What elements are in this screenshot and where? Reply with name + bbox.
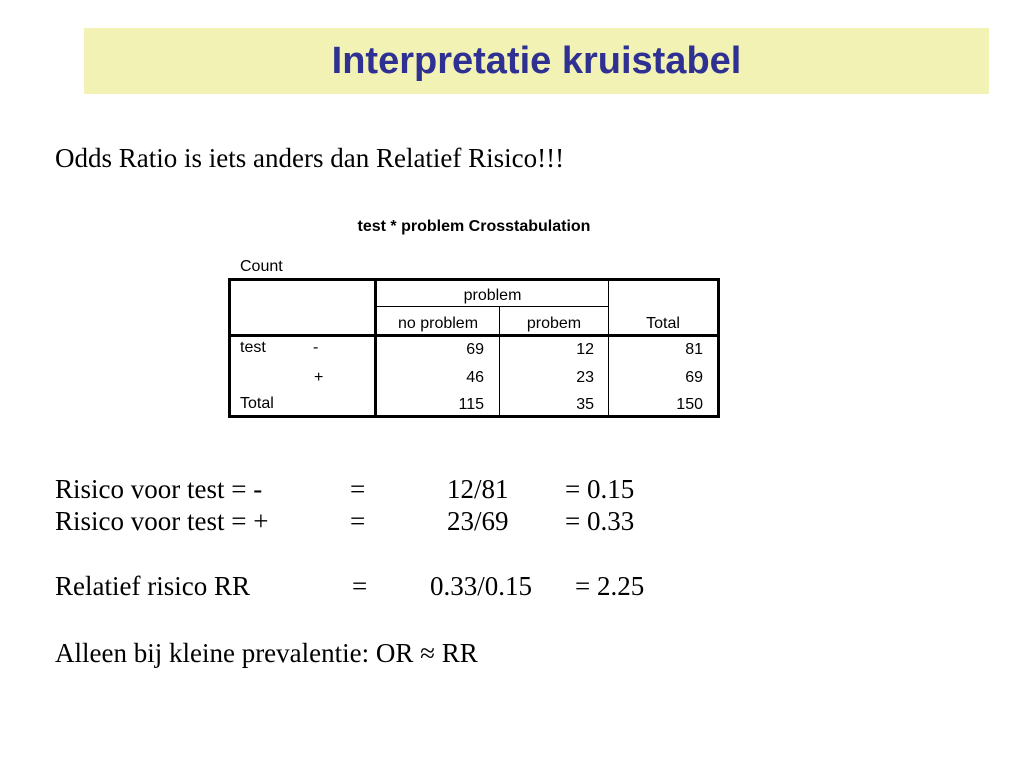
cell-plus-total: 69 [685,369,703,386]
row-sign-plus: + [314,369,324,386]
cell-total-no-problem: 115 [458,396,484,413]
formula-expression: 12/81 [447,474,509,504]
formula-risk-plus [55,505,755,537]
cell-minus-total: 81 [685,341,703,358]
formula-label: Risico voor test = - [55,474,263,504]
cell-total-total: 150 [676,396,703,413]
row-label-test: test [240,339,266,356]
cell-minus-probem: 12 [576,341,594,358]
formula-equals: = [350,474,366,504]
problem-header-underline [376,306,608,307]
formula-expression: 23/69 [447,506,509,536]
col-header-no-problem: no problem [397,315,479,332]
cell-minus-no-problem: 69 [466,341,484,358]
formula-label: Risico voor test = + [55,506,269,536]
crosstab-count-label: Count [240,258,283,275]
intro-text: Odds Ratio is iets anders dan Relatief Risico!!! [55,143,565,173]
formula-result: = 2.25 [575,571,645,601]
row-label-total: Total [240,395,274,412]
slide-title: Interpretatie kruistabel [331,39,742,82]
cell-plus-no-problem: 46 [466,369,484,386]
cell-plus-probem: 23 [576,369,594,386]
row-sign-minus: - [313,339,319,356]
problem-header: problem [463,287,522,304]
formula-note: Alleen bij kleine prevalentie: OR ≈ RR [55,638,478,668]
formula-risk-minus [55,473,755,505]
formula-label: Relatief risico RR [55,571,250,601]
title-banner [84,28,989,94]
crosstab-table [228,278,720,418]
cell-total-probem: 35 [576,396,594,413]
table-border-left [228,278,231,418]
header-body-divider [228,334,720,337]
formula-result: = 0.15 [565,474,635,504]
crosstab-title: test * problem Crosstabulation [357,218,591,235]
formula-expression: 0.33/0.15 [430,571,533,601]
formula-equals: = [352,571,368,601]
table-border-top [228,278,720,281]
formula-equals: = [350,506,366,536]
table-border-bottom [228,415,720,418]
formula-relative-risk [55,570,755,602]
col-header-probem: probem [526,315,582,332]
col-header-total: Total [646,315,680,332]
table-border-right [717,278,720,418]
formula-result: = 0.33 [565,506,635,536]
